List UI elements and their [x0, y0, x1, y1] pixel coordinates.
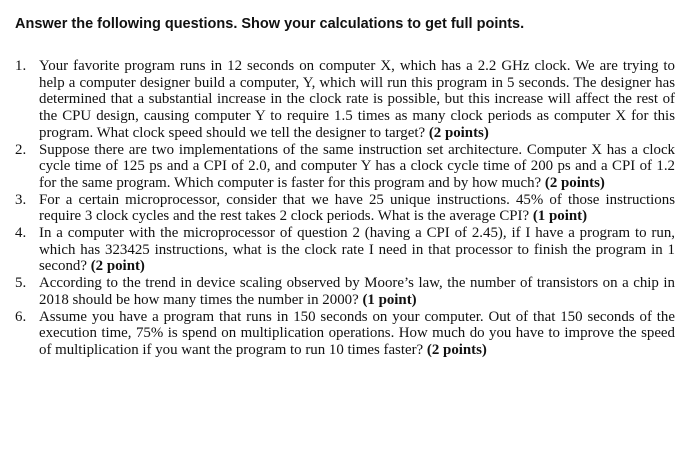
question-4: [15, 225, 675, 275]
question-number: 6.: [15, 308, 27, 325]
question-text: [39, 58, 675, 142]
instructions-heading: Answer the following questions. Show your calculations to get full points.: [15, 16, 525, 32]
question-number: 3.: [15, 191, 27, 208]
question-6: [15, 309, 675, 359]
question-text: [39, 192, 675, 225]
question-points: (2 point): [90, 258, 145, 275]
question-3: [15, 192, 675, 225]
question-number: 1.: [15, 58, 27, 74]
question-5: [15, 275, 675, 308]
question-body: In a computer with the microprocessor of question 2 (having a CPI of 2.45), if I have a program to run, which has 323425 instructions, what is the clock rate I need in that processor to finish the program in 1 second?: [39, 225, 675, 275]
question-points: (2 points): [428, 124, 489, 141]
question-number: 2.: [15, 141, 27, 158]
question-points: (2 points): [426, 341, 487, 358]
question-list: [15, 58, 675, 359]
question-text: [39, 142, 675, 192]
question-2: [15, 142, 675, 192]
question-text: [39, 275, 675, 308]
question-points: (1 point): [532, 208, 588, 225]
question-points: (2 points): [544, 174, 605, 191]
question-body: Assume you have a program that runs in 150 seconds on your computer. Out of that 150 seconds of the execution time, 75% is spend on multiplication operations. How much do you have to improve the speed of multiplication if you want the program to run 10 times faster?: [39, 308, 675, 358]
question-text: [39, 309, 675, 359]
question-body: For a certain microprocessor, consider that we have 25 unique instructions. 45% of those instructions require 3 clock cycles and the rest takes 2 clock periods. What is the average CPI?: [39, 191, 675, 225]
question-1: [15, 58, 675, 142]
question-body: Your favorite program runs in 12 seconds on computer X, which has a 2.2 GHz clock. We are trying to help a computer designer build a computer, Y, which will run this program in 5 seconds. The designer has determined that a substantial increase in the clock rate is possible, but this increase will affect the rest of the CPU design, causing computer Y to require 1.5 times as many clock periods as computer X for this program. What clock speed should we tell the designer to target?: [39, 58, 675, 141]
question-number: 5.: [15, 275, 27, 292]
question-points: (1 point): [362, 291, 417, 308]
question-body: Suppose there are two implementations of the same instruction set architecture. Computer X has a clock cycle time of 125 ps and a CPI of 2.0, and computer Y has a clock cycle time of 200 ps and a CPI of 1.2 for the same program. Which computer is faster for this program and by how much?: [39, 141, 675, 191]
question-number: 4.: [15, 225, 27, 242]
question-body: According to the trend in device scaling observed by Moore’s law, the number of transistors on a chip in 2018 should be how many times the number in 2000?: [39, 275, 675, 308]
question-text: [39, 225, 675, 275]
